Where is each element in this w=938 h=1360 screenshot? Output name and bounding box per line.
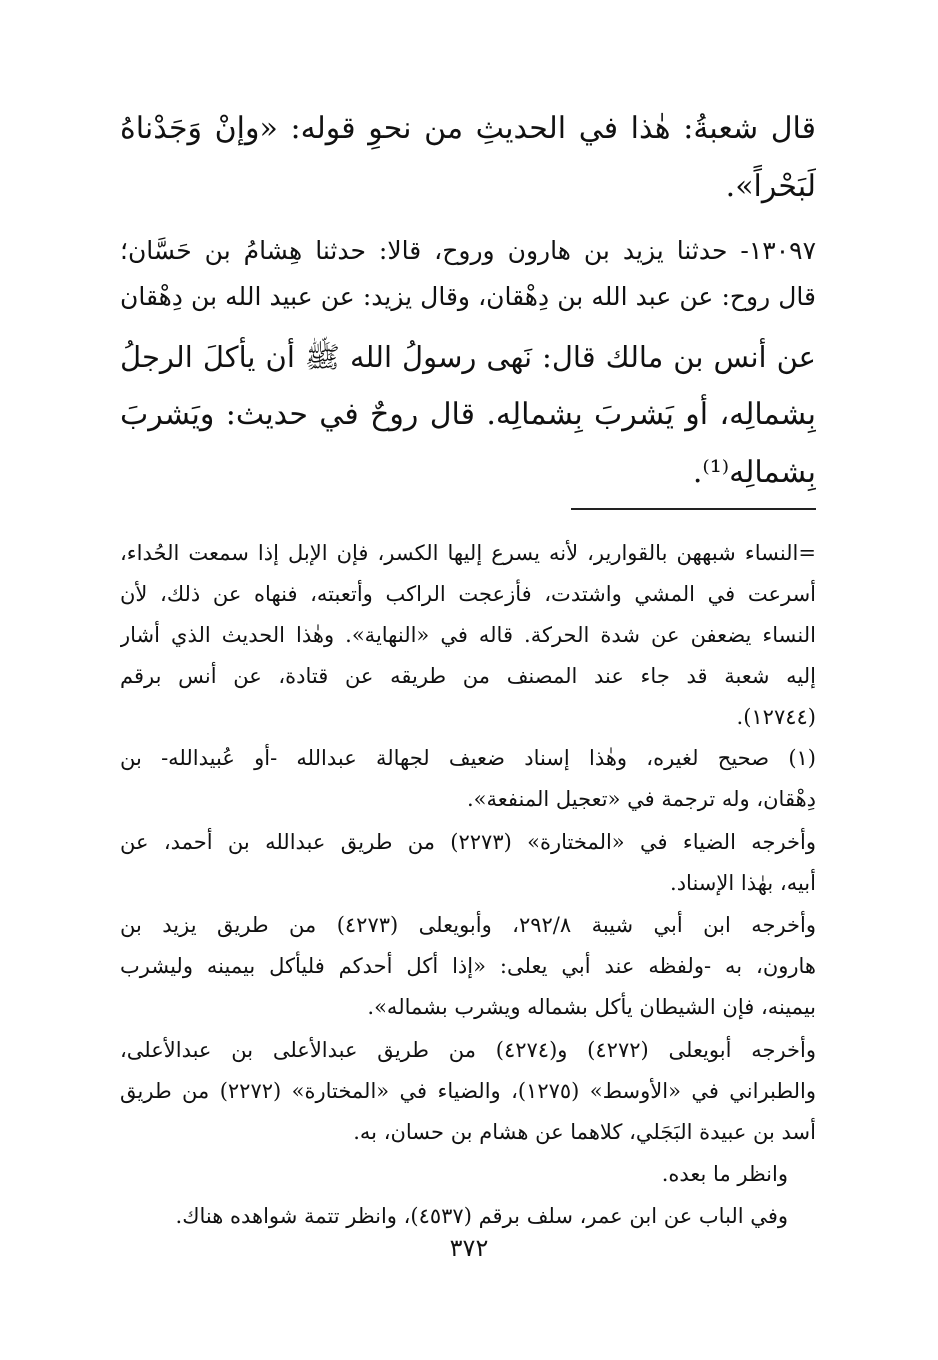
- text-line: (١٢٧٤٤).: [736, 705, 816, 729]
- text-line: لَبَحْراً».: [725, 169, 816, 204]
- text-line: وانظر ما بعده.: [661, 1162, 788, 1186]
- text-line: عن أنس بن مالك قال: نَهى رسولُ الله ﷺ أن يأكلَ الرجلُ: [120, 340, 816, 374]
- hadith-matn: [120, 328, 816, 502]
- text-line: ١٣٠٩٧- حدثنا يزيد بن هارون وروح، قالا: حدثنا هِشامُ بن حَسَّان؛: [120, 236, 816, 265]
- text-line: قال شعبةُ: هٰذا في الحديثِ من نحوِ قوله: «وإنْ وَجَدْناهُ: [120, 111, 816, 146]
- text-line: وأخرجه ابن أبي شيبة ٢٩٢/٨، وأبويعلى (٤٢٧٣) من طريق يزيد بن: [120, 913, 816, 937]
- hadith-isnad: [120, 228, 816, 320]
- text-line: =النساء شبههن بالقوارير، لأنه يسرع إليها الكسر، فإن الإبل إذا سمعت الحُداء،: [120, 541, 816, 565]
- text-line: بِشمالِه⁽¹⁾.: [692, 455, 816, 490]
- text-line: بِشمالِه، أو يَشربَ بِشمالِه. قال روحٌ في حديث: ويَشربَ: [120, 397, 816, 432]
- text-line: إليه شعبة قد جاء عند المصنف من طريقه عن قتادة، عن أنس برقم: [120, 664, 816, 688]
- page-number: ٣٧٢: [449, 1234, 489, 1262]
- footnote-para-diya: [120, 822, 816, 904]
- footnote-see-next: [120, 1154, 816, 1195]
- main-paragraph-shuba: [120, 100, 816, 216]
- text-line: والطبراني في «الأوسط» (١٢٧٥)، والضياء في «المختارة» (٢٢٧٢) من طريق: [120, 1079, 816, 1103]
- text-line: بيمينه، فإن الشيطان يأكل بشماله ويشرب بشماله».: [367, 995, 816, 1019]
- footnote-para-ibn-abi-shayba: [120, 905, 816, 1028]
- text-line: أسد بن عبيدة البَجَلي، كلاهما عن هشام بن حسان، به.: [353, 1120, 816, 1144]
- text-line: النساء يضعفن عن شدة الحركة. قاله في «النهاية». وهٰذا الحديث الذي أشار: [120, 623, 816, 647]
- footnote-continuation: [120, 533, 816, 738]
- footnote-para-abu-yala: [120, 1030, 816, 1153]
- text-line: هارون، به -ولفظه عند أبي يعلى: «إذا أكل أحدكم فليأكل بيمينه وليشرب: [120, 954, 816, 978]
- text-line: أبيه، بهٰذا الإسناد.: [670, 871, 816, 895]
- footnote-1: [120, 738, 816, 820]
- text-line: دِهْقان، وله ترجمة في «تعجيل المنفعة».: [466, 787, 816, 811]
- text-line: وأخرجه الضياء في «المختارة» (٢٢٧٣) من طريق عبدالله بن أحمد، عن: [120, 830, 816, 854]
- footnote-bab: [120, 1196, 816, 1237]
- text-line: أسرعت في المشي واشتدت، فأزعجت الراكب وأتعبته، فنهاه عن ذلك، لأن: [120, 582, 816, 606]
- text-line: وأخرجه أبويعلى (٤٢٧٢) و(٤٢٧٤) من طريق عبدالأعلى بن عبدالأعلى،: [120, 1038, 816, 1062]
- text-line: قال روح: عن عبد الله بن دِهْقان، وقال يزيد: عن عبيد الله بن دِهْقان: [120, 282, 816, 311]
- footnote-separator: [571, 508, 816, 510]
- text-line: وفي الباب عن ابن عمر، سلف برقم (٤٥٣٧)، وانظر تتمة شواهده هناك.: [175, 1204, 788, 1228]
- text-line: (١) صحيح لغيره، وهٰذا إسناد ضعيف لجهالة عبدالله -أو عُبيدالله- بن: [120, 746, 816, 770]
